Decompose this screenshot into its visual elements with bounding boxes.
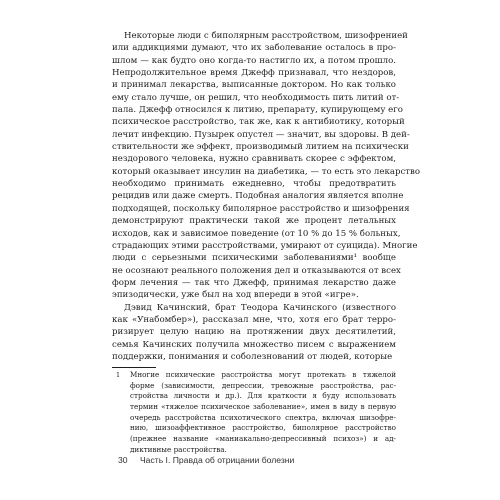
footnote-marker: 1 [116,371,121,379]
text-line: необходимо принимать ежедневно, чтобы предотвратить [112,179,396,190]
footnote-line: форме (зависимости, депрессии, тревожные расстройства, рас- [130,380,396,390]
text-line: который оказывает инсулин на диабетика, — то есть это лекарство [112,166,421,177]
text-line: форм лечения — так что Джефф, принимая лекарство даже [112,277,396,288]
text-line: шлом — как будто оно когда-то настигло их, а потом прошло. [112,55,396,66]
text-line: эпизодически, уже был на ход впереди в этой «игре». [112,290,359,301]
text-line: подходящей, поскольку биполярное расстройство и шизофрения [112,203,410,214]
page-footer [118,455,294,465]
text-line: исходов, как и зависимое поведение (от 10 % до 15 % больных, [112,228,401,239]
footnote-line: термин «тяжелое психическое заболевание», имея в виду в первую [130,402,396,412]
text-line: Дэвид Качинский, брат Теодора Качинского (известного [124,302,396,313]
text-line: поддержки, понимания и соболезнований от людей, которые [112,351,393,362]
footnote-lines [112,370,396,456]
text-line: или аддикциями думают, что их заболевание осталось в про- [112,43,396,54]
text-line: страдающих этими расстройствами, умирают от суицида). Многие [112,240,418,251]
running-title: Часть I. Правда об отрицании болезни [139,455,295,465]
footnote-separator [112,367,156,368]
main-text [112,30,421,363]
footnote-line: Многие психические расстройства могут протекать в тяжелой [130,370,396,379]
text-line: пала. Джефф относился к литию, препарату, купирующему его [112,105,403,116]
text-line: и принимал лекарства, выписанные доктором. Но как только [112,80,396,91]
text-line: Непродолжительное время Джефф признавал, что нездоров, [112,68,396,79]
text-line: люди с серьезными психическими заболеваниями¹ вообще [112,253,396,264]
footnote-line: (прежнее название «маниакально-депрессивный психоз») и ад- [130,434,396,444]
text-line: психическое расстройство, так же, как к антибиотику, который [112,117,405,128]
text-line: рецидив или даже смерть. Подобная аналогия является вполне [112,191,404,202]
footnote-line: диктивные расстройства. [130,444,227,454]
text-line: ему стало лучше, он решил, что необходимость пить литий от- [112,92,400,103]
text-line: ствительности же эффект, производимый литием на психически [112,142,409,153]
text-line: не осознают реального положения дел и отказываются от всех [112,265,401,276]
text-line: лечит инфекцию. Пузырек опустел — значит, вы здоровы. В дей- [112,129,410,140]
text-line: демонстрируют практически такой же процент летальных [112,216,396,227]
text-line: нездорового человека, нужно сравнивать скорее с эффектом, [112,154,396,165]
text-line: как «Унабомбер»), рассказал мне, что, хотя его брат терро- [112,314,396,325]
text-line: ризирует целую нацию на протяжении двух десятилетий, [112,327,396,338]
text-line: Некоторые люди с биполярным расстройством, шизофренией [124,31,408,41]
footnote-line: очередь расстройства психотического спектра, включая шизофре- [130,412,396,422]
footnote [112,370,396,456]
page-number: 30 [118,455,128,465]
text-line: семья Качинских получила множество писем с выражением [112,339,396,350]
footnote-line: нию, шизоаффективное расстройство, биполярное расстройство [130,423,396,433]
footnote-line: стройства личности и др.). Для краткости я буду использовать [130,391,396,401]
